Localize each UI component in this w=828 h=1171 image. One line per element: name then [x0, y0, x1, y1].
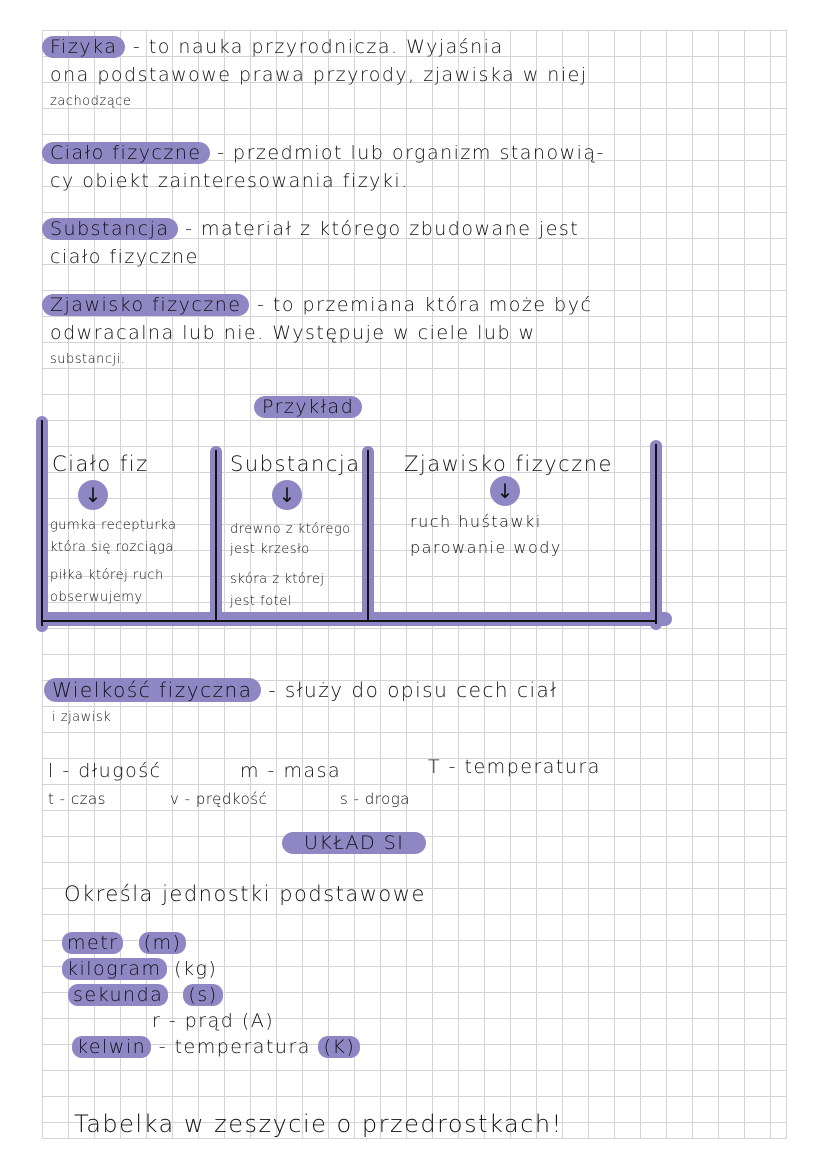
symbol-mass: m - masa — [240, 760, 342, 782]
quantity-line2: i zjawisk — [52, 710, 112, 725]
column-header-zjawisko: Zjawisko fizyczne — [404, 452, 613, 476]
si-unit-amper: r - prąd (A) — [152, 1010, 275, 1032]
symbol-temperature: T - temperatura — [428, 756, 601, 778]
example-item: która się rozciąga — [50, 540, 174, 555]
example-item: piłka której ruch — [50, 568, 164, 583]
example-item: parowanie wody — [410, 538, 562, 557]
example-item: drewno z którego — [230, 522, 351, 537]
symbol-length: l - długość — [48, 760, 162, 782]
example-item: ruch huśtawki — [410, 512, 542, 531]
definition-zjawisko-line1: Zjawisko fizyczne - to przemiana która może być — [50, 294, 592, 316]
example-item: jest fotel — [230, 594, 292, 609]
definition-fizyka-line1: Fizyka - to nauka przyrodnicza. Wyjaśnia — [50, 36, 504, 58]
ink-line — [41, 620, 657, 622]
example-title: Przykład — [262, 396, 362, 418]
column-header-cialo: Ciało fiz — [52, 452, 149, 476]
definition-zjawisko-line2: odwracalna lub nie. Występuje w ciele lub w — [50, 322, 536, 344]
example-item: skóra z której — [230, 572, 325, 587]
term-highlight: Zjawisko fizyczne — [42, 294, 249, 316]
si-title: UKŁAD SI — [290, 832, 426, 854]
si-unit-sekunda: sekunda (s) — [68, 984, 223, 1006]
table-bottom-border — [36, 612, 672, 626]
arrow-down-icon: ↓ — [78, 480, 108, 510]
definition-fizyka-line3: zachodzące — [50, 94, 132, 109]
quantity-line1: Wielkość fizyczna - służy do opisu cech ciał — [52, 678, 557, 702]
ink-line — [41, 420, 43, 626]
ink-line — [367, 450, 369, 622]
footer-note: Tabelka w zeszycie o przedrostkach! — [74, 1110, 563, 1138]
definition-fizyka-line2: ona podstawowe prawa przyrody, zjawiska w niej — [50, 64, 588, 86]
term-highlight: Wielkość fizyczna — [44, 678, 261, 702]
definition-cialo-line2: cy obiekt zainteresowania fizyki. — [50, 170, 409, 192]
definition-substancja-line2: ciało fizyczne — [50, 246, 199, 268]
si-unit-kelwin: kelwin - temperatura (K) — [72, 1036, 360, 1058]
ink-line — [655, 444, 657, 624]
definition-substancja-line1: Substancja - materiał z którego zbudowane jest — [50, 218, 579, 240]
example-item: jest krzesło — [230, 542, 310, 557]
example-item: gumka recepturka — [50, 518, 177, 533]
si-unit-kilogram: kilogram (kg) — [62, 958, 217, 980]
symbol-time: t - czas — [48, 790, 106, 808]
arrow-down-icon: ↓ — [490, 476, 520, 506]
term-highlight: Ciało fizyczne — [42, 142, 210, 164]
definition-zjawisko-line3: substancji. — [50, 352, 126, 367]
definition-cialo-line1: Ciało fizyczne - przedmiot lub organizm stanowią- — [50, 142, 605, 164]
term-highlight: Substancja — [42, 218, 178, 240]
si-intro: Określa jednostki podstawowe — [64, 882, 426, 906]
symbol-distance: s - droga — [340, 790, 410, 808]
example-item: obserwujemy — [50, 590, 143, 605]
arrow-down-icon: ↓ — [272, 480, 302, 510]
si-unit-metr: metr (m) — [62, 932, 186, 954]
ink-line — [215, 450, 217, 622]
symbol-velocity: v - prędkość — [170, 790, 268, 808]
term-highlight: Fizyka — [42, 36, 125, 58]
column-header-substancja: Substancja — [230, 452, 361, 476]
